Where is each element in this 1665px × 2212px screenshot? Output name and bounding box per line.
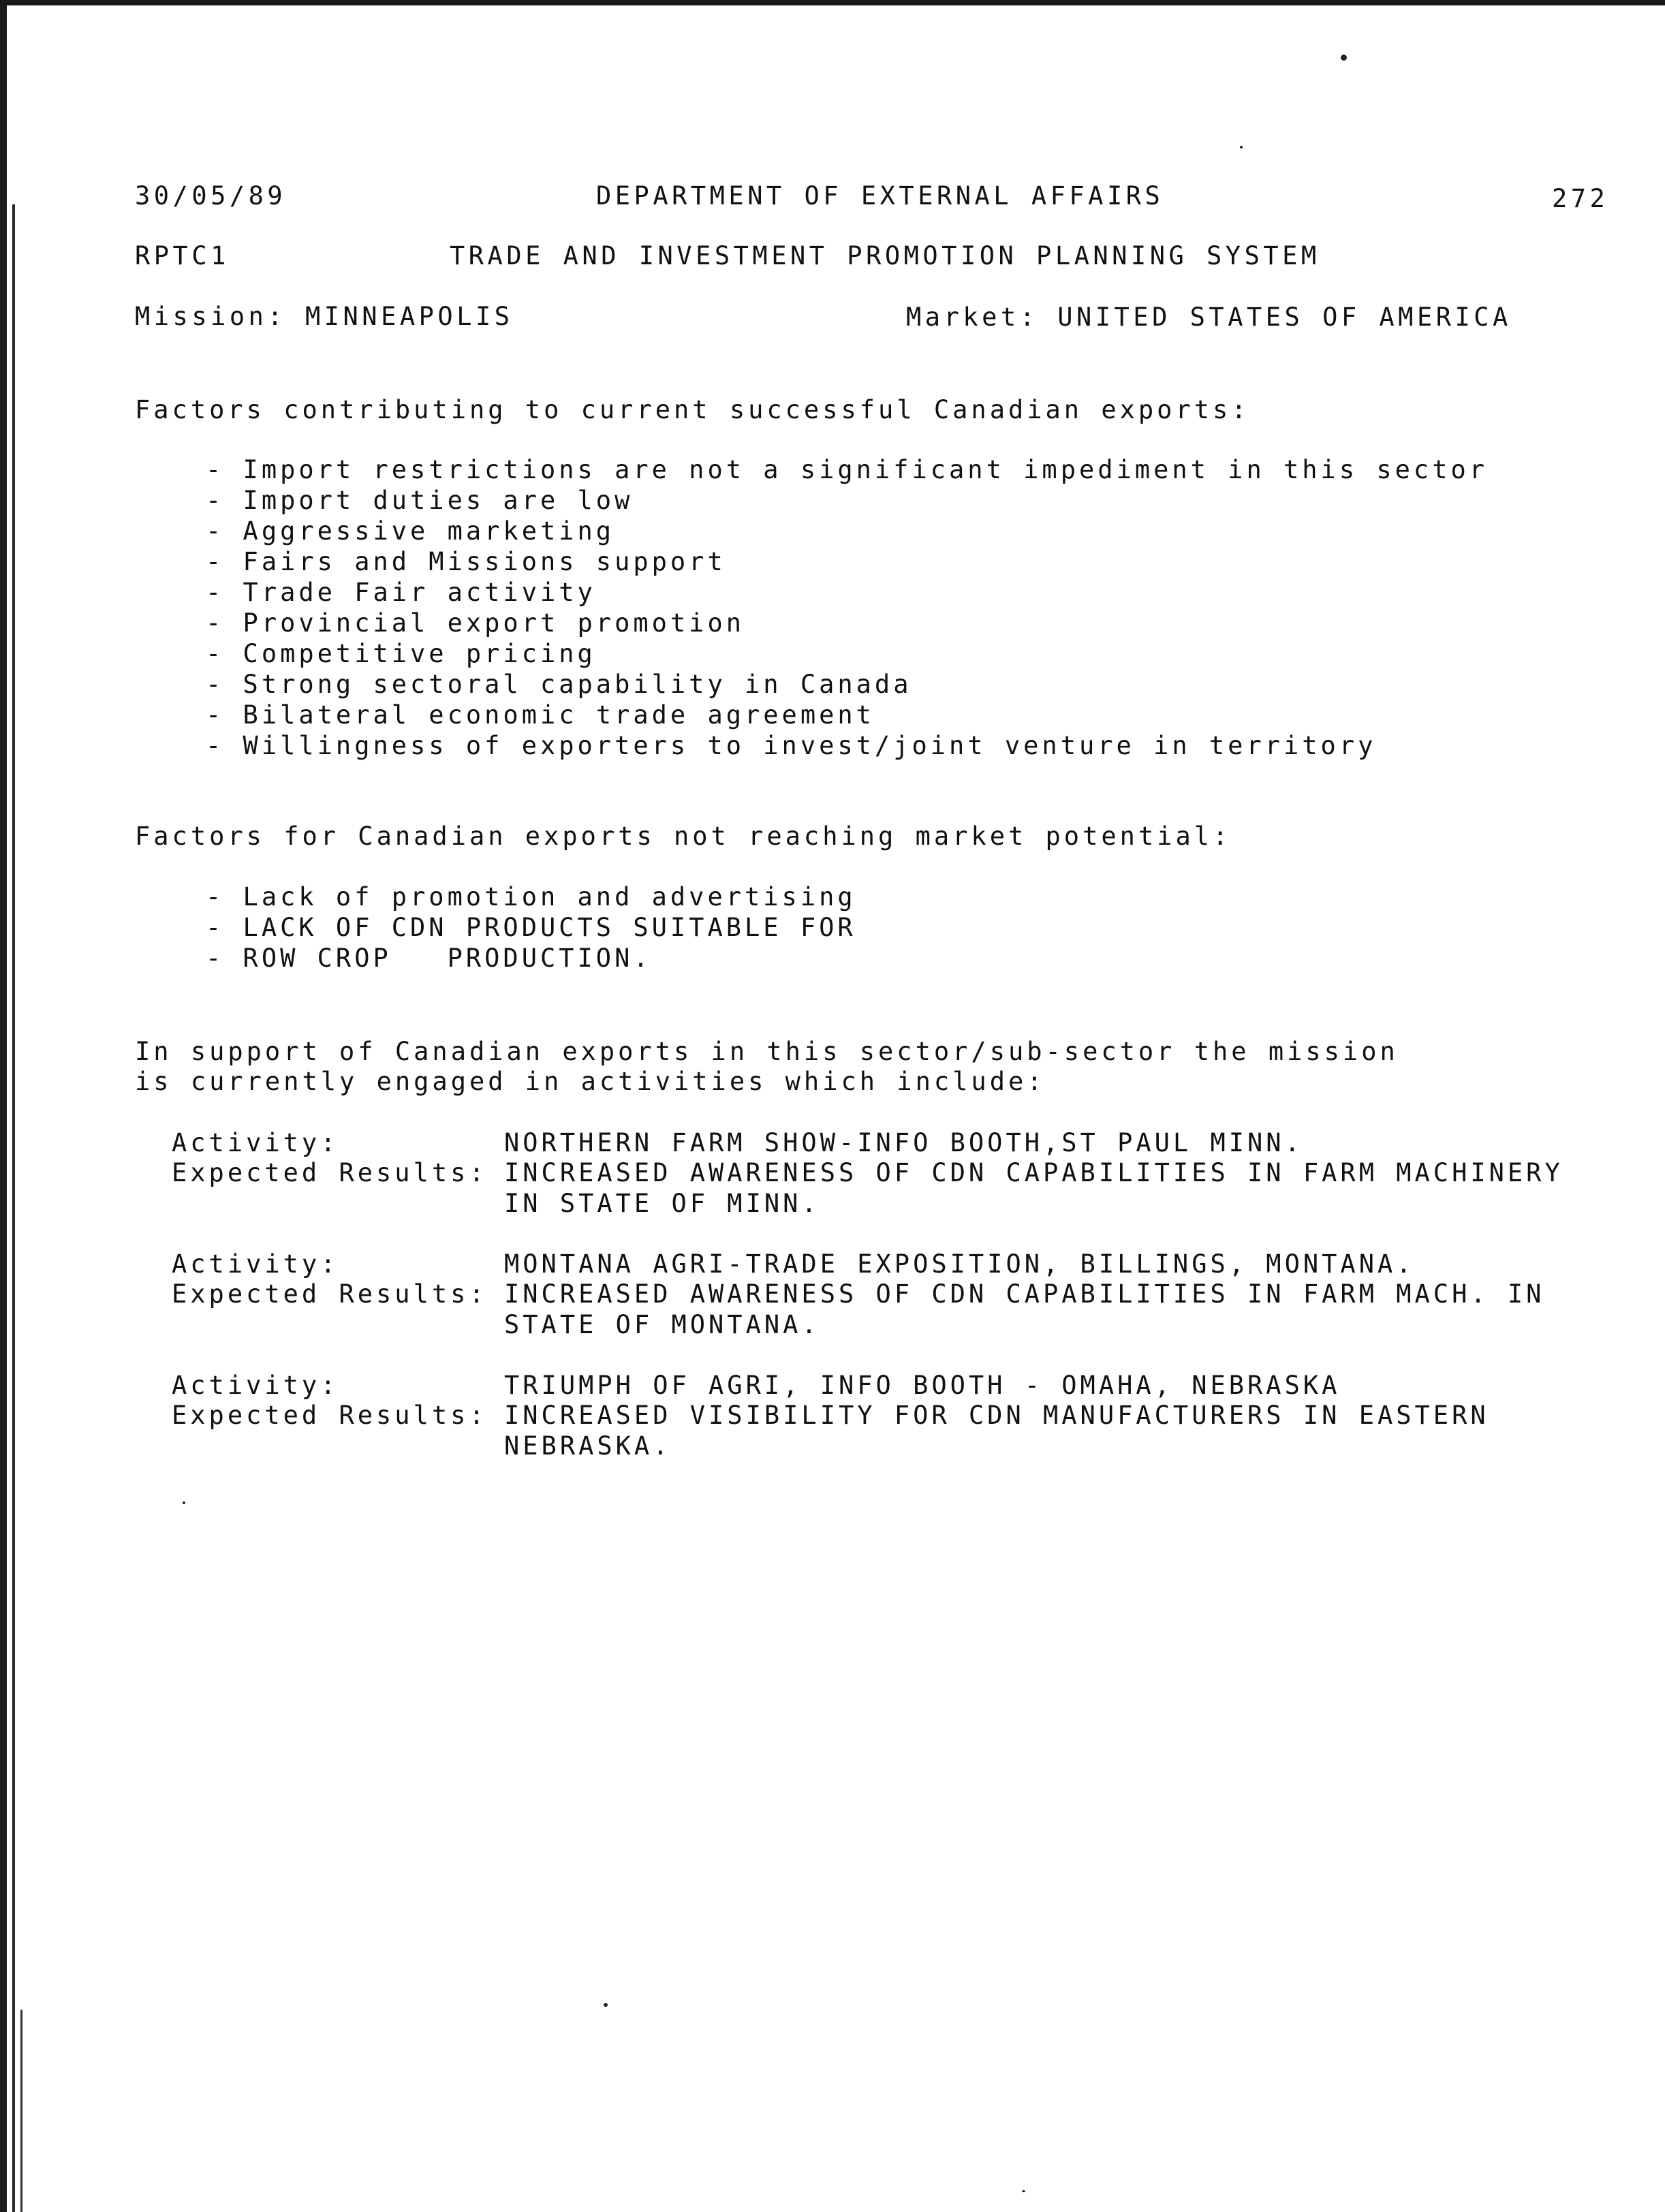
expected-results-label: Expected Results: — [172, 1279, 488, 1309]
success-factor-item: - Trade Fair activity — [206, 578, 596, 607]
scan-left-edge-bottom — [20, 2010, 22, 2212]
market-field: Market: UNITED STATES OF AMERICA — [906, 302, 1512, 332]
success-factor-item: - Bilateral economic trade agreement — [206, 700, 875, 730]
report-date: 30/05/89 — [135, 181, 287, 211]
expected-results-label: Expected Results: — [172, 1401, 488, 1430]
success-factor-item: - Strong sectoral capability in Canada — [206, 670, 912, 699]
activity-label: Activity: — [172, 1128, 339, 1157]
expected-results-text: STATE OF MONTANA. — [504, 1310, 820, 1339]
success-factor-item: - Fairs and Missions support — [206, 547, 726, 576]
activity-name: TRIUMPH OF AGRI, INFO BOOTH - OMAHA, NEBRASKA — [504, 1371, 1341, 1400]
system-title: TRADE AND INVESTMENT PROMOTION PLANNING SYSTEM — [450, 241, 1320, 270]
mission-field: Mission: MINNEAPOLIS — [135, 302, 514, 331]
success-factor-item: - Aggressive marketing — [206, 516, 615, 546]
expected-results-text: INCREASED AWARENESS OF CDN CAPABILITIES IN FARM MACHINERY — [504, 1158, 1563, 1187]
support-intro-line-2: is currently engaged in activities which include: — [135, 1067, 1046, 1096]
scan-speck — [1022, 2190, 1025, 2192]
success-factor-item: - Provincial export promotion — [206, 608, 745, 638]
scan-speck — [183, 1501, 185, 1504]
expected-results-text: INCREASED AWARENESS OF CDN CAPABILITIES IN FARM MACH. IN — [504, 1279, 1545, 1309]
page-number: 272 — [1552, 184, 1609, 213]
scan-top-edge — [0, 0, 1665, 5]
activity-name: MONTANA AGRI-TRADE EXPOSITION, BILLINGS, MONTANA. — [504, 1249, 1415, 1279]
success-factor-item: - Willingness of exporters to invest/joint venture in territory — [206, 731, 1377, 760]
expected-results-label: Expected Results: — [172, 1158, 488, 1187]
success-factor-item: - Competitive pricing — [206, 639, 596, 668]
scan-speck — [604, 2003, 608, 2007]
activity-label: Activity: — [172, 1249, 339, 1279]
shortfall-factor-item: - LACK OF CDN PRODUCTS SUITABLE FOR — [206, 913, 856, 942]
shortfall-factors-heading: Factors for Canadian exports not reaching market potential: — [135, 822, 1232, 851]
activity-name: NORTHERN FARM SHOW-INFO BOOTH,ST PAUL MINN. — [504, 1128, 1303, 1157]
scan-speck — [1240, 146, 1243, 149]
expected-results-text: INCREASED VISIBILITY FOR CDN MANUFACTURERS IN EASTERN — [504, 1401, 1489, 1430]
expected-results-text: IN STATE OF MINN. — [504, 1189, 820, 1218]
shortfall-factor-item: - ROW CROP PRODUCTION. — [206, 944, 652, 973]
scan-left-edge — [0, 0, 7, 2212]
scan-speck — [1341, 54, 1347, 61]
scan-left-edge-inner — [12, 204, 15, 2212]
report-code: RPTC1 — [135, 241, 230, 270]
expected-results-text: NEBRASKA. — [504, 1431, 672, 1461]
activity-label: Activity: — [172, 1371, 339, 1400]
department-title: DEPARTMENT OF EXTERNAL AFFAIRS — [596, 181, 1164, 211]
success-factors-heading: Factors contributing to current successful Canadian exports: — [135, 395, 1250, 424]
shortfall-factor-item: - Lack of promotion and advertising — [206, 882, 856, 912]
success-factor-item: - Import restrictions are not a significant impediment in this sector — [206, 455, 1489, 484]
success-factor-item: - Import duties are low — [206, 486, 634, 515]
support-intro-line-1: In support of Canadian exports in this sector/sub-sector the mission — [135, 1037, 1399, 1066]
